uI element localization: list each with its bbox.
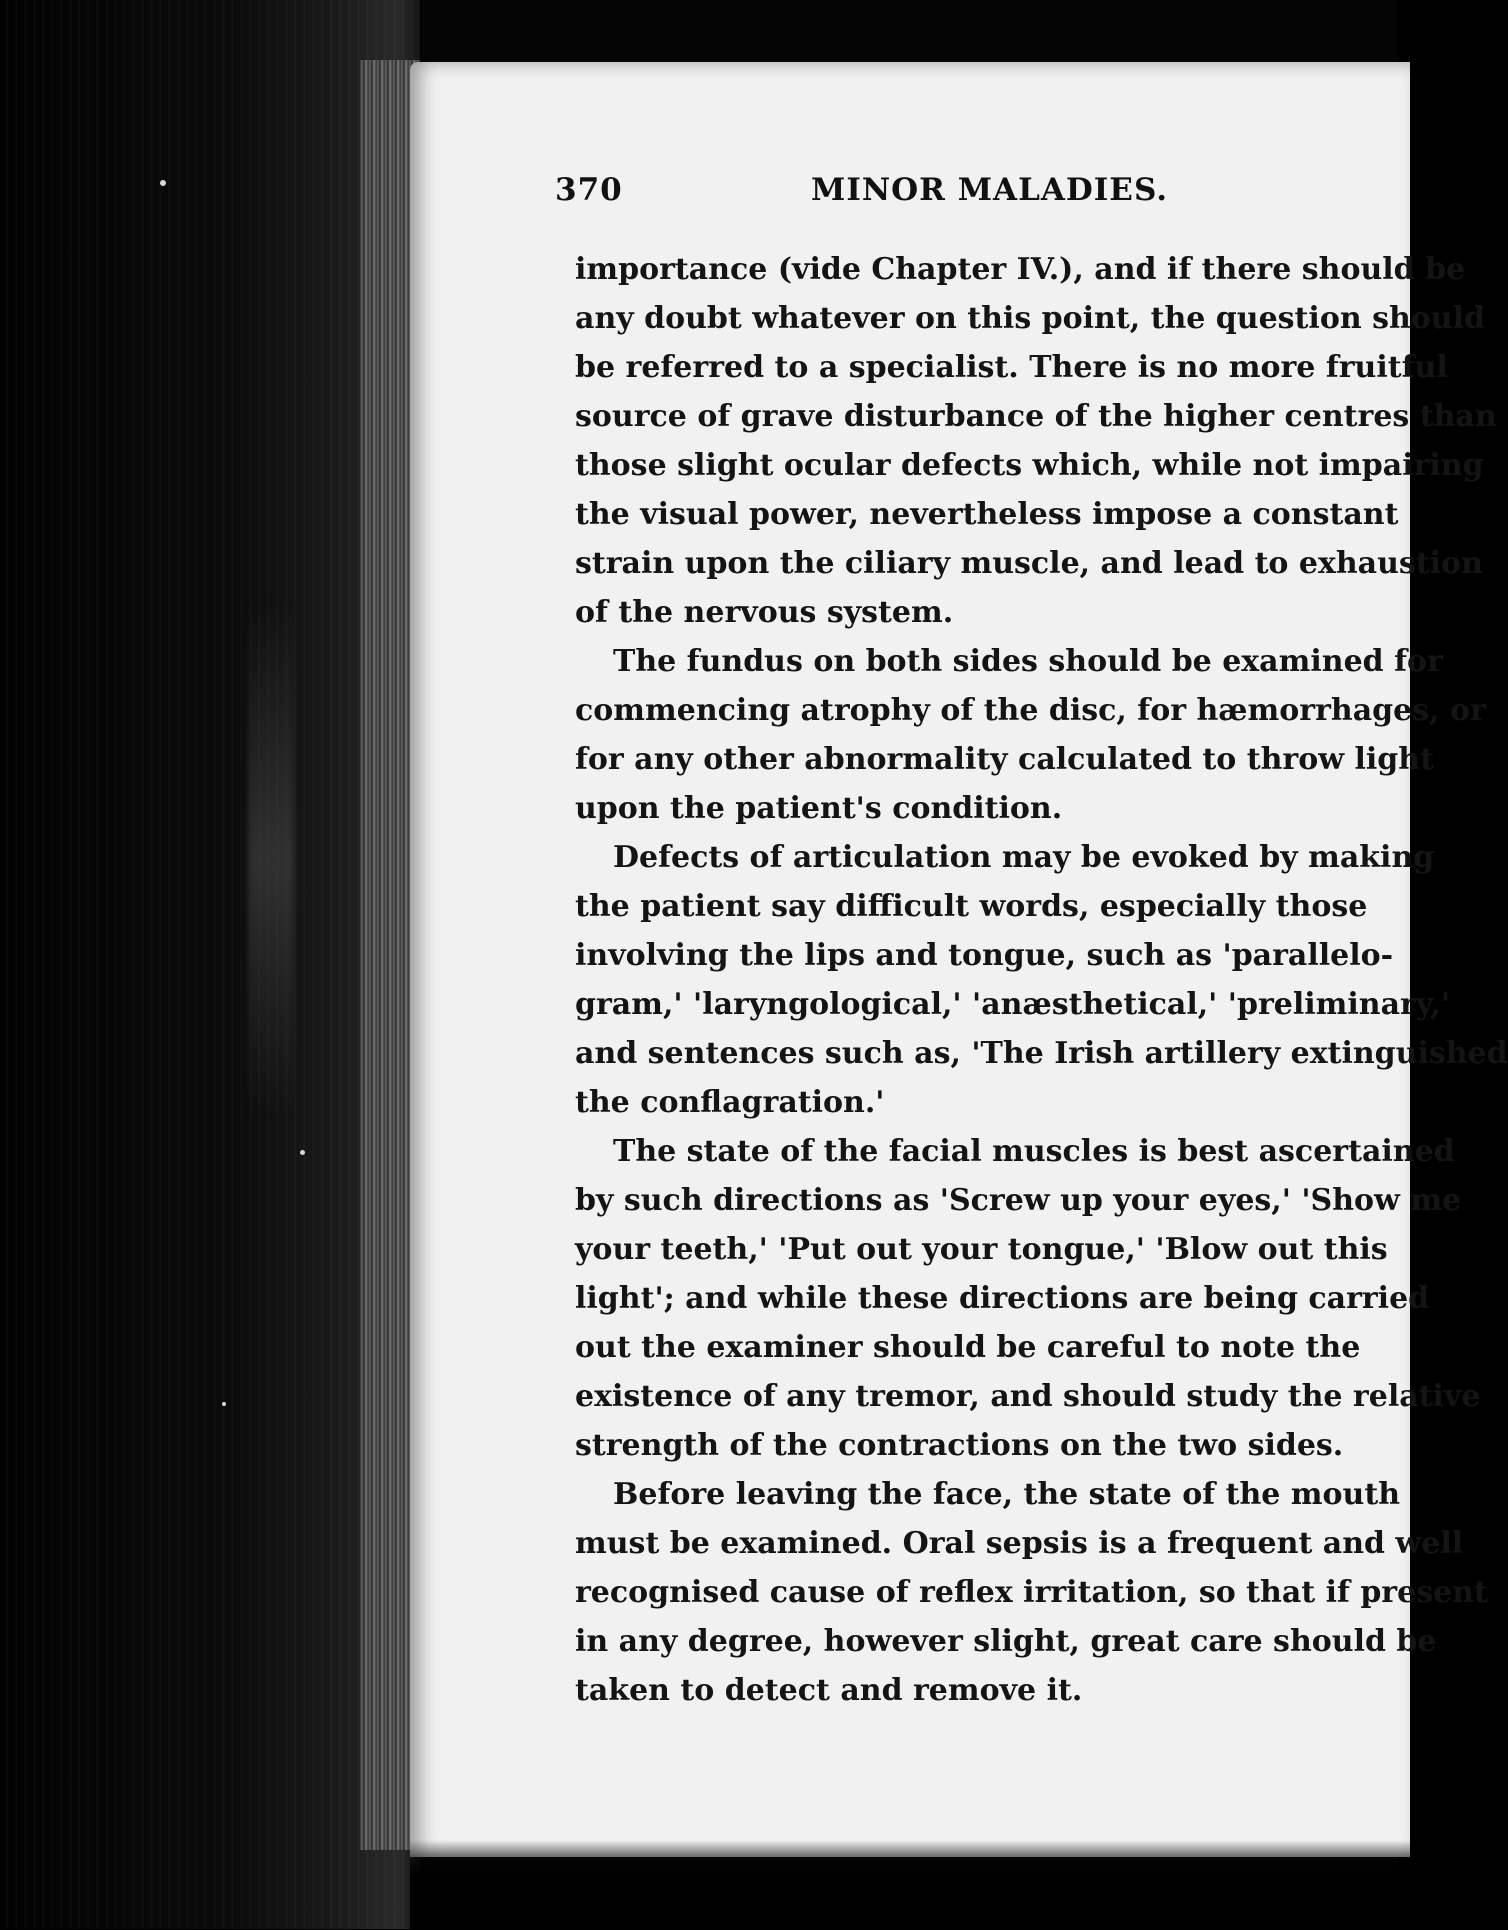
text-line: light'; and while these directions are being carried (575, 1281, 1430, 1316)
page-number: 370 (555, 172, 623, 208)
page-bottom-shadow (410, 1840, 1410, 1930)
text-line: commencing atrophy of the disc, for hæmorrhages, or (575, 693, 1486, 728)
text-line: Defects of articulation may be evoked by making (613, 840, 1435, 875)
text-line: involving the lips and tongue, such as 'parallelo- (575, 938, 1394, 973)
text-line: be referred to a specialist. There is no more fruitful (575, 350, 1448, 385)
text-line: those slight ocular defects which, while not impairing (575, 448, 1484, 483)
text-line: in any degree, however slight, great care should be (575, 1624, 1437, 1659)
text-line: by such directions as 'Screw up your eyes,' 'Show me (575, 1183, 1462, 1218)
text-line: The state of the facial muscles is best ascertained (613, 1134, 1455, 1169)
text-line: source of grave disturbance of the higher centres than (575, 399, 1497, 434)
text-line: gram,' 'laryngological,' 'anæsthetical,' 'preliminary,' (575, 987, 1451, 1022)
text-line: The fundus on both sides should be examined for (613, 644, 1443, 679)
running-head (555, 172, 1395, 220)
text-line: the conflagration.' (575, 1085, 885, 1120)
spine-show-through (248, 600, 294, 1120)
text-line: importance (vide Chapter IV.), and if there should be (575, 252, 1466, 287)
text-line: strain upon the ciliary muscle, and lead to exhaustion (575, 546, 1483, 581)
text-line: recognised cause of reflex irritation, so that if present (575, 1575, 1488, 1610)
scan-speck (300, 1150, 305, 1155)
text-line: taken to detect and remove it. (575, 1673, 1083, 1708)
running-title: MINOR MALADIES. (811, 172, 1169, 208)
text-line: any doubt whatever on this point, the question should (575, 301, 1485, 336)
body-text (575, 245, 1508, 1745)
text-line: must be examined. Oral sepsis is a frequent and well (575, 1526, 1464, 1561)
text-line: for any other abnormality calculated to throw light (575, 742, 1434, 777)
text-line: the visual power, nevertheless impose a constant (575, 497, 1399, 532)
scan-speck (222, 1402, 226, 1406)
book-edge-shadow (0, 0, 420, 1929)
text-line: existence of any tremor, and should study the relative (575, 1379, 1481, 1414)
text-line: the patient say difficult words, especially those (575, 889, 1368, 924)
text-line: upon the patient's condition. (575, 791, 1063, 826)
text-line: of the nervous system. (575, 595, 954, 630)
scan-speck (160, 180, 166, 186)
text-line: and sentences such as, 'The Irish artillery extinguished (575, 1036, 1508, 1071)
text-line: your teeth,' 'Put out your tongue,' 'Blow out this (575, 1232, 1388, 1267)
text-line: strength of the contractions on the two sides. (575, 1428, 1344, 1463)
text-line: out the examiner should be careful to note the (575, 1330, 1361, 1365)
text-line: Before leaving the face, the state of the mouth (613, 1477, 1401, 1512)
